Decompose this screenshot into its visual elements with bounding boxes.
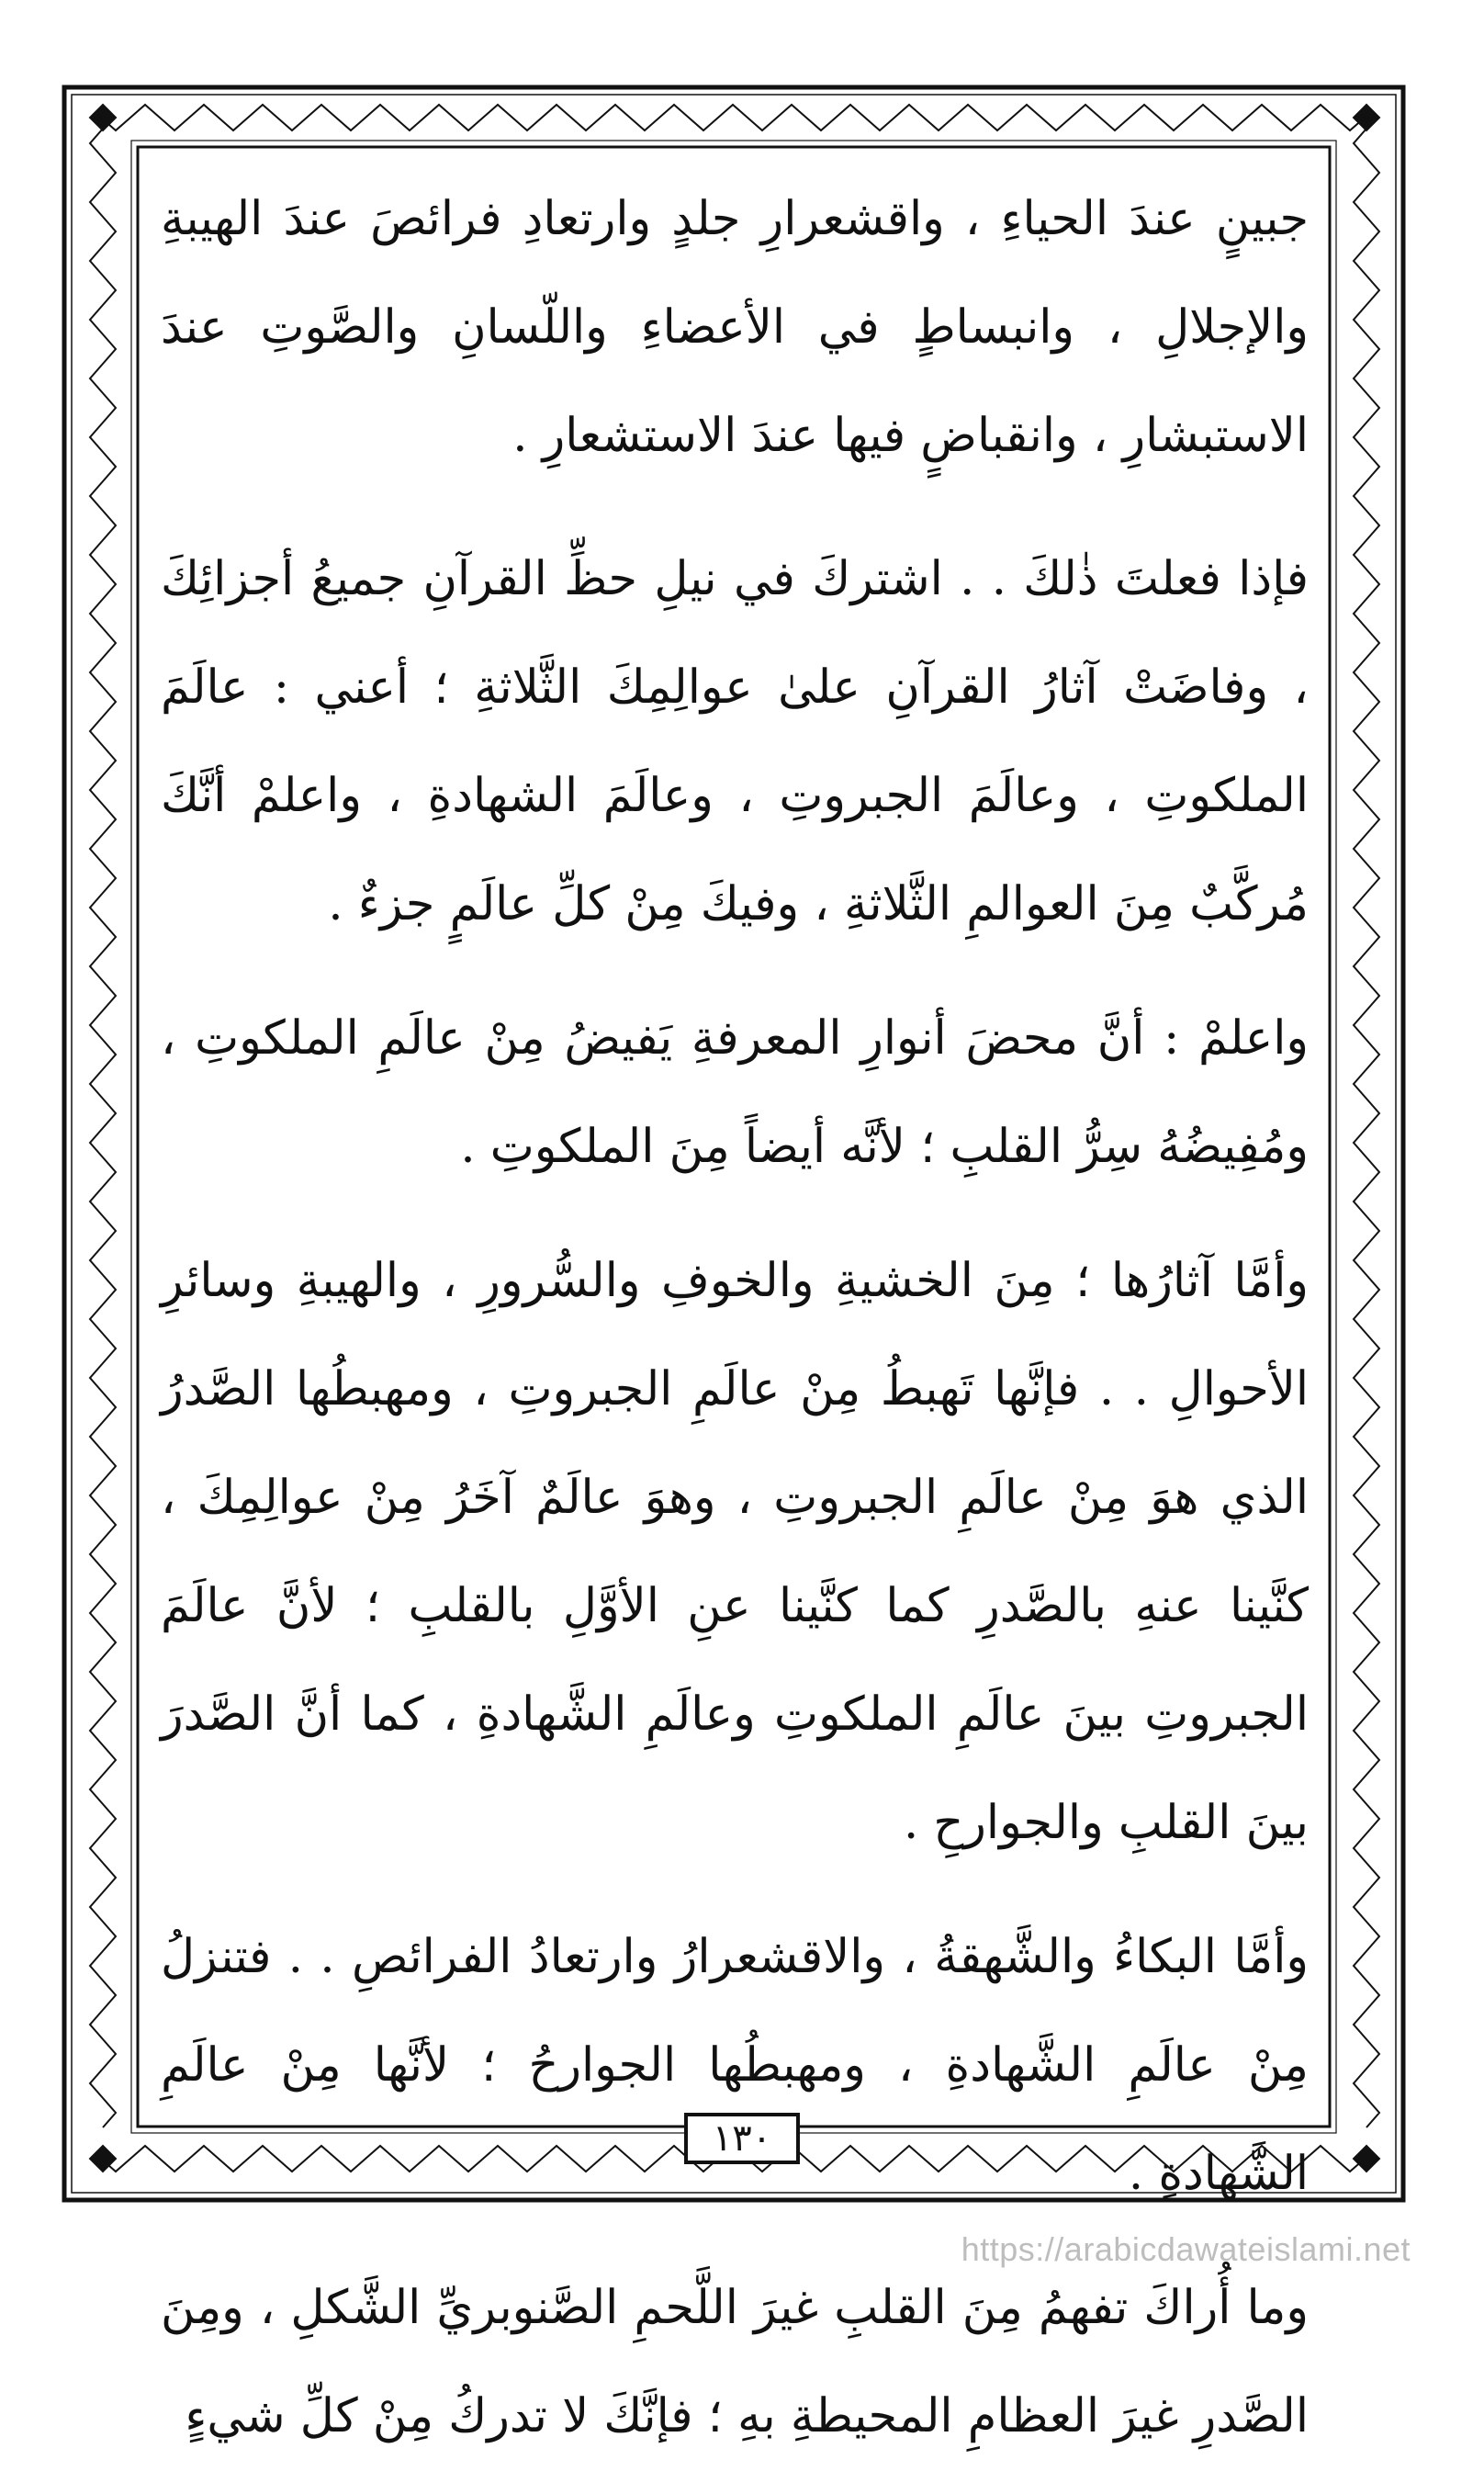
paragraph-4: وأمَّا آثارُها ؛ مِنَ الخشيةِ والخوفِ والسُّرورِ ، والهيبةِ وسائرِ الأحوالِ . . فإنَّها تَهبطُ مِنْ عالَمِ الجبروتِ ، ومهبطُها الصَّدرُ الذي هوَ مِنْ عالَمِ الجبروتِ ، وهوَ عالَمٌ آخَرُ مِنْ عوالِمِكَ ، كنَّينا عنهِ بالصَّدرِ كما كنَّينا عنِ الأوَّلِ بالقلبِ ؛ لأنَّ عالَمَ الجبروتِ بينَ عالَمِ الملكوتِ وعالَمِ الشَّهادةِ ، كما أنَّ الصَّدرَ بينَ القلبِ والجوارحِ . bbox=[161, 1254, 1309, 1850]
ornament-zigzag bbox=[101, 105, 1365, 130]
corner-ornament bbox=[1354, 2146, 1379, 2172]
paragraph-3: واعلمْ : أنَّ محضَ أنوارِ المعرفةِ يَفيضُ مِنْ عالَمِ الملكوتِ ، ومُفِيضُهُ سِرُّ القلبِ ؛ لأنَّه أيضاً مِنَ الملكوتِ . bbox=[161, 1011, 1309, 1174]
paragraph-5: وأمَّا البكاءُ والشَّهقةُ ، والاقشعرارُ وارتعادُ الفرائصِ . . فتنزلُ مِنْ عالَمِ الشَّهادةِ ، ومهبطُها الجوارحُ ؛ لأنَّها مِنْ عالَمِ الشَّهادةِ . bbox=[161, 1930, 1309, 2201]
paragraph-1: جبينٍ عندَ الحياءِ ، واقشعرارِ جلدٍ وارتعادِ فرائصَ عندَ الهيبةِ والإجلالِ ، وانبساطٍ في الأعضاءِ واللّسانِ والصَّوتِ عندَ الاستبشارِ ، وانقباضٍ فيها عندَ الاستشعارِ . bbox=[161, 192, 1309, 463]
corner-ornament bbox=[1354, 105, 1379, 130]
ornament-zigzag bbox=[1354, 129, 1379, 2127]
paragraph-6: وما أُراكَ تفهمُ مِنَ القلبِ غيرَ اللَّحمِ الصَّنوبريِّ الشَّكلِ ، ومِنَ الصَّدرِ غيرَ العظامِ المحيطةِ بهِ ؛ فإنَّكَ لا تدركُ مِنْ كلِّ شيءٍ bbox=[161, 2281, 1309, 2443]
paragraph-2: فإذا فعلتَ ذٰلكَ . . اشتركَ في نيلِ حظِّ القرآنِ جميعُ أجزائِكَ ، وفاضَتْ آثارُ القرآنِ علىٰ عوالِمِكَ الثَّلاثةِ ؛ أعني : عالَمَ الملكوتِ ، وعالَمَ الجبروتِ ، وعالَمَ الشهادةِ ، واعلمْ أنَّكَ مُركَّبٌ مِنَ العوالمِ الثَّلاثةِ ، وفيكَ مِنْ كلِّ عالَمٍ جزءٌ . bbox=[161, 552, 1309, 931]
ornament-zigzag bbox=[90, 129, 116, 2127]
watermark-url: https://arabicdawateislami.net bbox=[961, 2230, 1411, 2268]
page-number: ١٣٠ bbox=[684, 2113, 800, 2164]
